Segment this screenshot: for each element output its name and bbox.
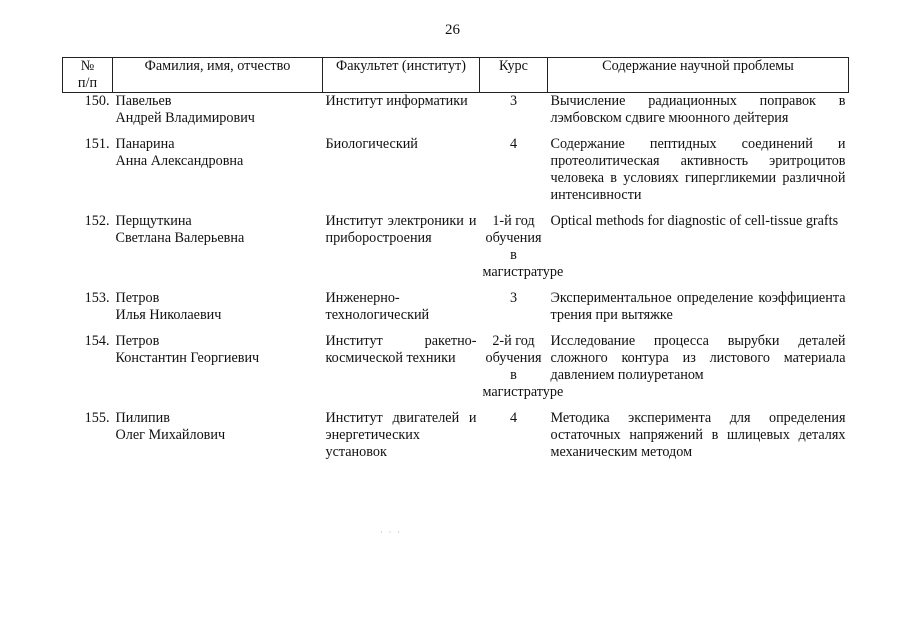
table-row <box>63 290 849 333</box>
row-course: 3 <box>509 290 518 306</box>
row-name <box>113 333 323 410</box>
table-row <box>63 333 849 410</box>
header-faculty: Факультет (институт) <box>323 58 480 93</box>
header-number <box>63 58 113 93</box>
row-name <box>113 93 323 137</box>
row-number: 151. <box>84 136 110 152</box>
row-topic: Вычисление радиационных поправок в лэмбовском сдвиге мюонного дейтерия <box>550 93 846 126</box>
row-course: 4 <box>509 136 518 152</box>
row-surname: Павельев <box>115 93 172 109</box>
row-given-names: Андрей Владимирович <box>115 110 255 126</box>
row-topic: Экспериментальное определение коэффициента трения при вытяжке <box>550 290 846 323</box>
row-surname: Петров <box>115 290 160 306</box>
row-course: 1-й год обучения в магистратуре <box>482 213 564 280</box>
row-surname: Петров <box>115 333 160 349</box>
row-course: 4 <box>509 410 518 426</box>
row-course: 2-й год обучения в магистратуре <box>482 333 564 400</box>
row-number: 155. <box>84 410 110 426</box>
table-row <box>63 136 849 213</box>
row-faculty: Биологический <box>325 136 418 152</box>
row-name <box>113 290 323 333</box>
page-number: 26 <box>445 22 460 38</box>
row-surname: Пилипив <box>115 410 170 426</box>
table-row <box>63 213 849 290</box>
row-name <box>113 213 323 290</box>
table-header-row <box>63 58 849 93</box>
row-name <box>113 136 323 213</box>
header-number-line1: № <box>80 58 95 74</box>
students-table <box>62 57 849 470</box>
row-name <box>113 410 323 470</box>
header-topic: Содержание научной проблемы <box>548 58 849 93</box>
row-number: 152. <box>84 213 110 229</box>
table-row <box>63 410 849 470</box>
row-topic: Содержание пептидных соединений и протеолитическая активность эритроцитов человека в условиях гипергликемии различной интенсивности <box>550 136 846 203</box>
row-topic: Методика эксперимента для определения остаточных напряжений в шлицевых деталях механическим методом <box>550 410 846 460</box>
scan-speck: · · · <box>380 528 402 537</box>
table-row <box>63 93 849 137</box>
row-topic: Optical methods for diagnostic of cell-tissue grafts <box>550 213 839 229</box>
row-surname: Панарина <box>115 136 175 152</box>
header-course: Курс <box>480 58 548 93</box>
row-given-names: Олег Михайлович <box>115 427 226 443</box>
row-surname: Перщуткина <box>115 213 192 229</box>
row-given-names: Константин Георгиевич <box>115 350 260 366</box>
header-name: Фамилия, имя, отчество <box>113 58 323 93</box>
row-number: 153. <box>84 290 110 306</box>
row-faculty: Институт ракетно-космической техники <box>325 333 477 366</box>
row-topic: Исследование процесса вырубки деталей сложного контура из листового материала давлением полиуретаном <box>550 333 846 383</box>
row-number: 150. <box>84 93 110 109</box>
row-faculty: Институт двигателей и энергетических установок <box>325 410 477 460</box>
row-given-names: Илья Николаевич <box>115 307 222 323</box>
row-faculty: Инженерно-технологический <box>325 290 430 323</box>
row-faculty: Институт информатики <box>325 93 468 109</box>
header-number-line2: п/п <box>77 75 98 91</box>
row-given-names: Анна Александровна <box>115 153 244 169</box>
row-faculty: Институт электроники и приборостроения <box>325 213 477 246</box>
row-given-names: Светлана Валерьевна <box>115 230 245 246</box>
row-course: 3 <box>509 93 518 109</box>
row-number: 154. <box>84 333 110 349</box>
